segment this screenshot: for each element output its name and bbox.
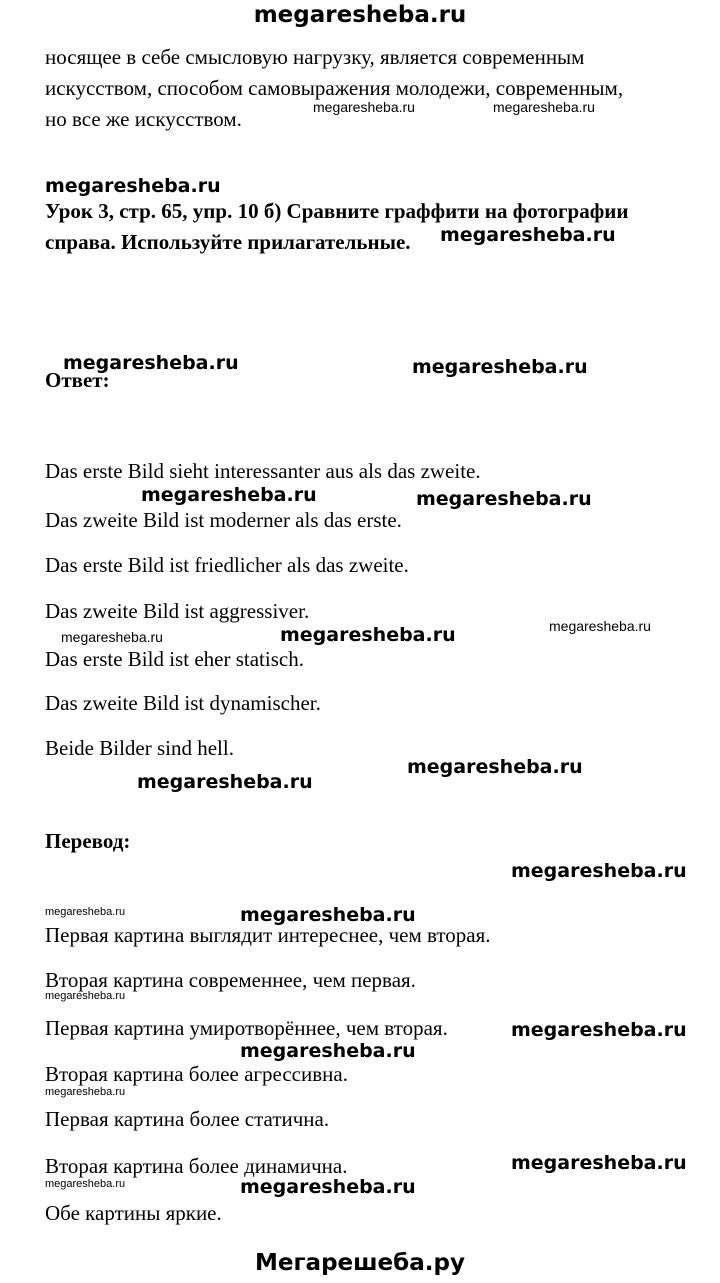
watermark: megaresheba.ru [280, 624, 456, 646]
watermark: megaresheba.ru [240, 1176, 416, 1198]
translation-line: Первая картина выглядит интереснее, чем вторая. [45, 923, 491, 947]
translation-line: Вторая картина более агрессивна. [45, 1062, 348, 1086]
task-heading-line: справа. Используйте прилагательные. [45, 230, 411, 254]
watermark: megaresheba.ru [511, 1152, 687, 1174]
answer-line: Das erste Bild ist eher statisch. [45, 647, 304, 671]
translation-line: Первая картина умиротворённее, чем вторая. [45, 1016, 448, 1040]
watermark: megaresheba.ru [493, 99, 595, 115]
watermark: megaresheba.ru [511, 1019, 687, 1041]
site-header: megaresheba.ru [253, 2, 467, 28]
watermark: megaresheba.ru [45, 990, 126, 1002]
watermark: megaresheba.ru [549, 618, 651, 634]
intro-line: искусством, способом самовыражения молодежи, современным, [45, 76, 624, 100]
watermark: megaresheba.ru [137, 771, 313, 793]
answer-label: Ответ: [45, 368, 110, 392]
watermark: megaresheba.ru [61, 629, 163, 645]
translation-line: Вторая картина более динамична. [45, 1154, 348, 1178]
watermark: megaresheba.ru [63, 352, 239, 374]
watermark: megaresheba.ru [240, 1040, 416, 1062]
task-heading-line: Урок 3, стр. 65, упр. 10 б) Сравните граффити на фотографии [45, 199, 629, 223]
watermark: megaresheba.ru [313, 99, 415, 115]
translation-label: Перевод: [45, 829, 131, 853]
watermark: megaresheba.ru [440, 224, 616, 246]
answer-line: Beide Bilder sind hell. [45, 736, 234, 760]
translation-line: Вторая картина современнее, чем первая. [45, 968, 416, 992]
watermark: megaresheba.ru [416, 488, 592, 510]
watermark: megaresheba.ru [407, 756, 583, 778]
translation-line: Обе картины яркие. [45, 1201, 222, 1225]
translation-line: Первая картина более статична. [45, 1107, 330, 1131]
watermark: megaresheba.ru [511, 860, 687, 882]
watermark: megaresheba.ru [45, 1178, 126, 1190]
watermark: megaresheba.ru [240, 904, 416, 926]
watermark: megaresheba.ru [412, 356, 588, 378]
answer-line: Das zweite Bild ist dynamischer. [45, 691, 321, 715]
answer-line: Das erste Bild ist friedlicher als das zweite. [45, 553, 409, 577]
watermark: megaresheba.ru [45, 1086, 126, 1098]
answer-line: Das zweite Bild ist moderner als das erste. [45, 508, 402, 532]
intro-line: но все же искусством. [45, 107, 242, 131]
site-footer: Мегарешеба.ру [255, 1250, 465, 1276]
answer-line: Das erste Bild sieht interessanter aus als das zweite. [45, 459, 481, 483]
answer-line: Das zweite Bild ist aggressiver. [45, 599, 310, 623]
watermark: megaresheba.ru [141, 484, 317, 506]
intro-line: носящее в себе смысловую нагрузку, является современным [45, 45, 585, 69]
watermark: megaresheba.ru [45, 906, 126, 918]
watermark: megaresheba.ru [45, 175, 221, 197]
